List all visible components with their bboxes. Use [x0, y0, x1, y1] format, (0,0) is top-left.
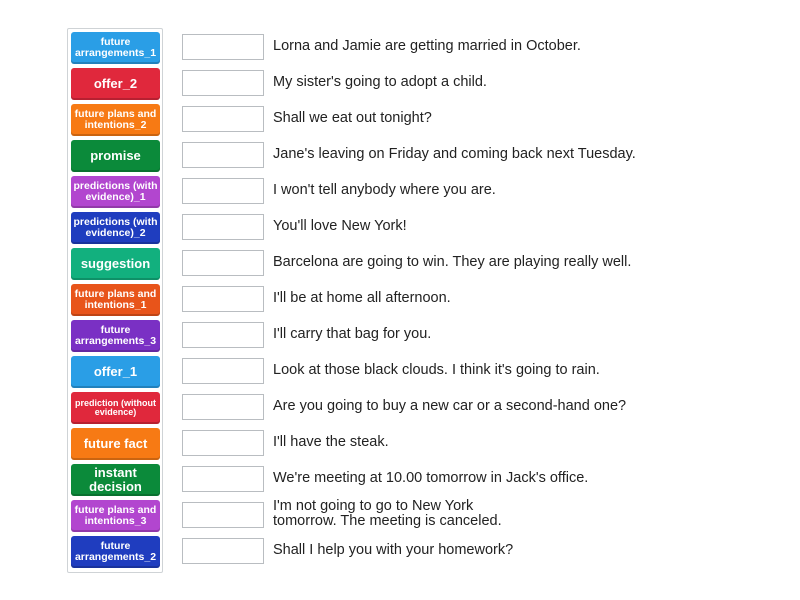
drop-box[interactable]	[182, 502, 264, 528]
answer-tile[interactable]: future arrangements_3	[71, 320, 160, 352]
sentence-text: Shall we eat out tonight?	[273, 110, 432, 126]
drop-box[interactable]	[182, 358, 264, 384]
sentence-text: Jane's leaving on Friday and coming back next Tuesday.	[273, 146, 636, 162]
drop-box[interactable]	[182, 394, 264, 420]
sentence-text: My sister's going to adopt a child.	[273, 74, 487, 90]
answer-tile[interactable]: promise	[71, 140, 160, 172]
drop-box[interactable]	[182, 178, 264, 204]
answer-tile[interactable]: prediction (without evidence)	[71, 392, 160, 424]
drop-box[interactable]	[182, 322, 264, 348]
sentence-text: We're meeting at 10.00 tomorrow in Jack's office.	[273, 470, 589, 486]
sentence-text: I'm not going to go to New York tomorrow. The meeting is canceled.	[273, 498, 502, 529]
answer-tile[interactable]: offer_2	[71, 68, 160, 100]
answer-tile[interactable]: predictions (with evidence)_1	[71, 176, 160, 208]
answer-tile[interactable]: future plans and intentions_2	[71, 104, 160, 136]
drop-box[interactable]	[182, 214, 264, 240]
drop-box[interactable]	[182, 70, 264, 96]
drop-box[interactable]	[182, 34, 264, 60]
drop-box[interactable]	[182, 250, 264, 276]
sentence-text: I won't tell anybody where you are.	[273, 182, 496, 198]
sentence-text: Barcelona are going to win. They are playing really well.	[273, 254, 632, 270]
drop-box[interactable]	[182, 538, 264, 564]
drop-box[interactable]	[182, 286, 264, 312]
sentence-text: Look at those black clouds. I think it's going to rain.	[273, 362, 600, 378]
drop-box[interactable]	[182, 106, 264, 132]
answer-tile[interactable]: future fact	[71, 428, 160, 460]
sentence-text: Shall I help you with your homework?	[273, 542, 514, 558]
answer-tile[interactable]: predictions (with evidence)_2	[71, 212, 160, 244]
sentence-text: I'll carry that bag for you.	[273, 326, 432, 342]
answer-tile[interactable]: instant decision	[71, 464, 160, 496]
sentence-text: You'll love New York!	[273, 218, 407, 234]
answer-tile[interactable]: offer_1	[71, 356, 160, 388]
answer-tile[interactable]: suggestion	[71, 248, 160, 280]
answer-tile[interactable]: future plans and intentions_3	[71, 500, 160, 532]
answer-tile[interactable]: future arrangements_2	[71, 536, 160, 568]
answer-tile[interactable]: future arrangements_1	[71, 32, 160, 64]
sentence-text: Lorna and Jamie are getting married in October.	[273, 38, 581, 54]
drop-box[interactable]	[182, 430, 264, 456]
sentence-text: Are you going to buy a new car or a second-hand one?	[273, 398, 627, 414]
answer-tile[interactable]: future plans and intentions_1	[71, 284, 160, 316]
sentence-text: I'll be at home all afternoon.	[273, 290, 451, 306]
drop-box[interactable]	[182, 466, 264, 492]
drop-box[interactable]	[182, 142, 264, 168]
sentence-text: I'll have the steak.	[273, 434, 389, 450]
